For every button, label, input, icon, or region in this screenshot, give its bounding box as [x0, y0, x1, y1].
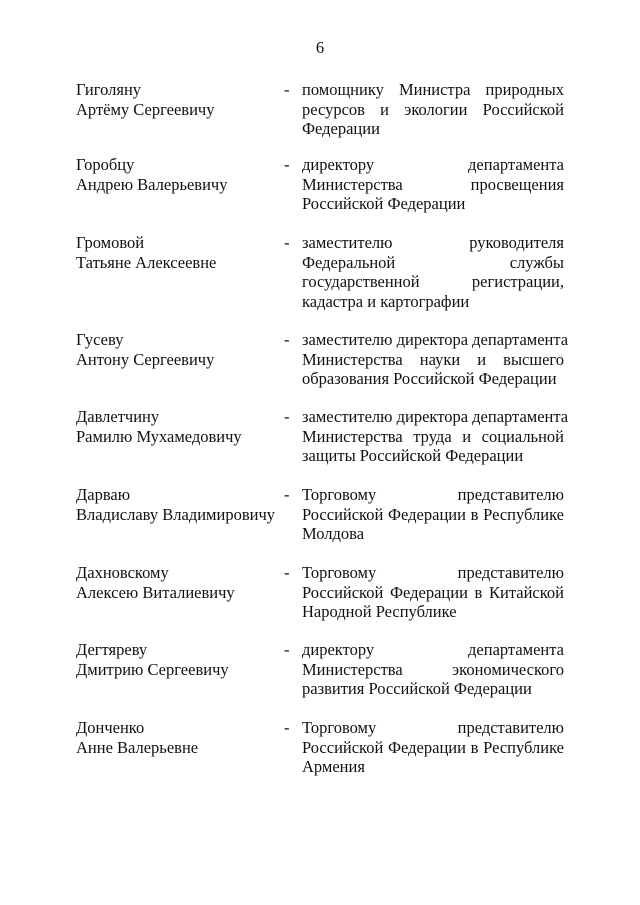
position-line: заместителю руководителя [302, 233, 564, 252]
position-line: Министерства просвещения [302, 174, 564, 194]
person-name [76, 80, 281, 119]
position-line: кадастра и картографии [302, 291, 470, 311]
position-line: ресурсов и экологии Российской [302, 99, 564, 119]
surname: Гусеву [76, 330, 124, 349]
page-number: 6 [315, 38, 325, 57]
position-line: Российской Федерации в Республике [302, 737, 564, 757]
position-line: образования Российской Федерации [302, 369, 557, 388]
given-names: Анне Валерьевне [76, 737, 199, 757]
person-name [76, 407, 281, 446]
dash-separator: - [284, 155, 290, 174]
person-name [76, 563, 281, 602]
given-names: Дмитрию Сергеевичу [76, 659, 229, 679]
person-name [76, 640, 281, 679]
appointment-entry [0, 233, 640, 311]
dash-separator: - [284, 563, 290, 582]
appointment-entry [0, 485, 640, 555]
given-names: Владиславу Владимировичу [76, 504, 275, 524]
given-names: Татьяне Алексеевне [76, 252, 217, 272]
position-line: помощнику Министра природных [302, 80, 564, 99]
position-line: Торговому представителю [302, 563, 564, 582]
given-names: Алексею Виталиевичу [76, 582, 235, 602]
position-line: государственной регистрации, [302, 272, 564, 291]
person-name [76, 485, 281, 524]
appointment-entry [0, 407, 640, 477]
position-line: Российской Федерации в Республике [302, 504, 564, 524]
appointment-entry [0, 330, 640, 400]
position-title [302, 233, 564, 311]
position-line: Министерства экономического [302, 659, 564, 679]
surname: Дегтяреву [76, 640, 148, 659]
position-line: Министерства труда и социальной [302, 426, 564, 446]
position-line: Торговому представителю [302, 718, 564, 737]
person-name [76, 718, 281, 757]
position-title [302, 485, 564, 544]
dash-separator: - [284, 80, 290, 99]
given-names: Артёму Сергеевичу [76, 99, 215, 119]
position-line: Федеральной службы [302, 252, 564, 272]
position-line: защиты Российской Федерации [302, 446, 524, 465]
position-line: Молдова [302, 524, 365, 543]
surname: Громовой [76, 233, 145, 252]
position-title [302, 640, 564, 699]
dash-separator: - [284, 485, 290, 504]
position-title [302, 155, 564, 214]
position-line: директору департамента [302, 640, 564, 659]
dash-separator: - [284, 233, 290, 252]
surname: Давлетчину [76, 407, 160, 426]
position-line: развития Российской Федерации [302, 679, 532, 698]
position-title [302, 718, 564, 777]
position-line: Народной Республике [302, 602, 457, 621]
position-title [302, 330, 569, 389]
appointment-entry [0, 80, 640, 150]
dash-separator: - [284, 718, 290, 737]
position-title [302, 80, 564, 139]
appointment-entry [0, 718, 640, 788]
given-names: Антону Сергеевичу [76, 349, 215, 369]
appointment-entry [0, 155, 640, 225]
position-title [302, 563, 564, 622]
dash-separator: - [284, 330, 290, 349]
position-line: заместителю директора департамента [302, 407, 569, 426]
surname: Дахновскому [76, 563, 169, 582]
dash-separator: - [284, 640, 290, 659]
appointment-entry [0, 563, 640, 633]
person-name [76, 330, 281, 369]
position-line: Торговому представителю [302, 485, 564, 504]
person-name [76, 155, 281, 194]
position-line: Армения [302, 757, 365, 776]
position-line: директору департамента [302, 155, 564, 174]
position-line: Федерации [302, 119, 380, 138]
position-line: Российской Федерации [302, 194, 466, 213]
dash-separator: - [284, 407, 290, 426]
position-line: Российской Федерации в Китайской [302, 582, 564, 602]
surname: Горобцу [76, 155, 135, 174]
position-title [302, 407, 569, 466]
person-name [76, 233, 281, 272]
surname: Дарваю [76, 485, 131, 504]
surname: Донченко [76, 718, 145, 737]
position-line: заместителю директора департамента [302, 330, 569, 349]
given-names: Андрею Валерьевичу [76, 174, 228, 194]
position-line: Министерства науки и высшего [302, 349, 564, 369]
given-names: Рамилю Мухамедовичу [76, 426, 242, 446]
surname: Гиголяну [76, 80, 142, 99]
appointment-entry [0, 640, 640, 710]
